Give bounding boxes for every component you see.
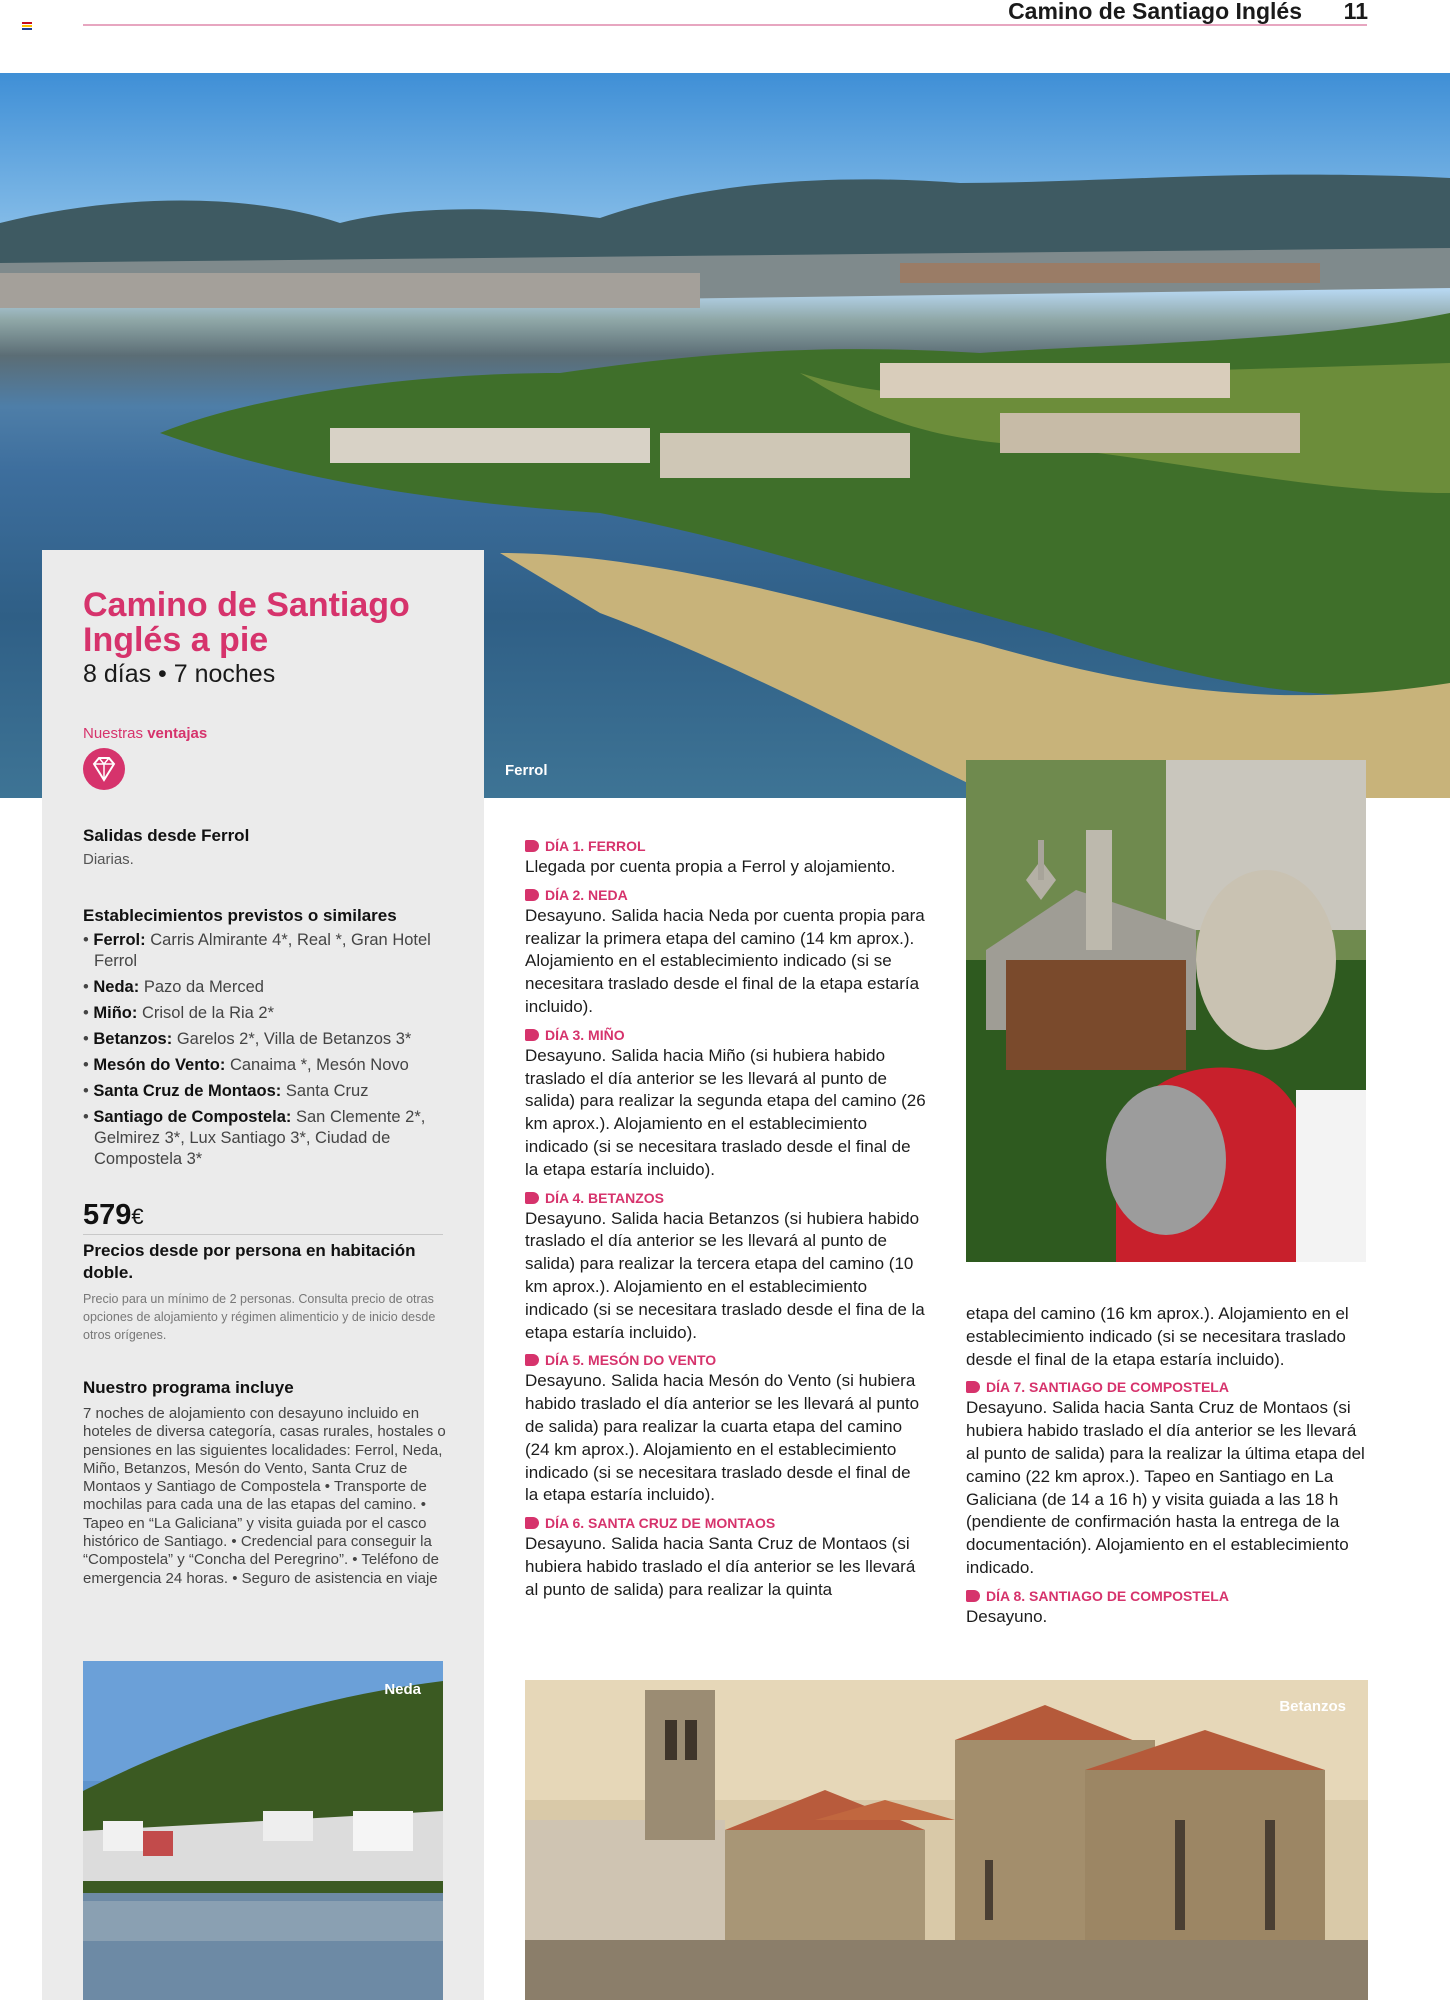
hotel-place: Betanzos:: [93, 1030, 173, 1048]
day-text: Desayuno. Salida hacia Miño (si hubiera habido traslado el día anterior se les llevará al punto de salida) para realizar la segunda etapa del camino (26 km aprox.). Alojamiento en el establecimiento indicado (si se necesitara traslado desde el final de la etapa estaría incluido).: [525, 1045, 926, 1179]
day-text: Desayuno. Salida hacia Santa Cruz de Montaos (si hubiera habido traslado el día anterior se les llevará al punto de salida) para la realizar la última etapa del camino (22 km aprox.). Tapeo en Santiago en La Galiciana (de 14 a 16 h) y visita guiada a las 18 h (pendiente de confirmación hasta la entrega de la documentación). Alojamiento en el establecimiento indicado.: [966, 1398, 1365, 1577]
day-block: [525, 1515, 927, 1601]
hotel-place: Miño:: [93, 1004, 138, 1022]
header-title: Camino de Santiago Inglés: [1008, 0, 1302, 24]
hotel-names: Crisol de la Ria 2*: [141, 1004, 275, 1022]
photo-hiker-chapel: [966, 760, 1366, 1262]
day-marker-icon: [525, 840, 539, 852]
day-block: [525, 1027, 927, 1182]
day-block: [525, 1190, 927, 1345]
program-label: Nuestro programa incluye: [83, 1378, 294, 1397]
day-marker-icon: [525, 1517, 539, 1529]
day-title: DÍA 1. FERROL: [545, 838, 646, 854]
day-text: Llegada por cuenta propia a Ferrol y alojamiento.: [525, 857, 896, 876]
day-block: [525, 887, 927, 1019]
hotel-names: Santa Cruz: [285, 1082, 369, 1100]
day-marker-icon: [525, 1192, 539, 1204]
photo-neda: [83, 1661, 443, 2000]
departures-label: Salidas desde Ferrol: [83, 826, 250, 845]
day-heading: [966, 1379, 1368, 1395]
hotels-label: Establecimientos previstos o similares: [83, 906, 397, 925]
price-note: Precio para un mínimo de 2 personas. Consulta precio de otras opciones de alojamiento y régimen alimenticio y de inicio desde otros orígenes.: [83, 1292, 436, 1342]
day-block: [525, 1352, 927, 1507]
day-block: [966, 1379, 1368, 1579]
day-title: DÍA 6. SANTA CRUZ DE MONTAOS: [545, 1515, 776, 1532]
day-marker-icon: [966, 1381, 980, 1393]
day-heading: [525, 1515, 927, 1531]
neda-caption: Neda: [384, 1681, 421, 1698]
hotel-item: • Miño: Crisol de la Ria 2*: [83, 1004, 275, 1022]
advantages-label: [83, 725, 207, 742]
price-divider: [83, 1234, 443, 1235]
day-title: DÍA 3. MIÑO: [545, 1026, 625, 1043]
betanzos-caption: Betanzos: [1279, 1698, 1346, 1715]
hotel-item: • Mesón do Vento: Canaima *, Mesón Novo: [83, 1056, 409, 1074]
day-title: DÍA 4. BETANZOS: [545, 1189, 665, 1206]
day-heading: [525, 1190, 927, 1206]
hotel-names: Garelos 2*, Villa de Betanzos 3*: [176, 1030, 412, 1048]
hotel-item: • Santiago de Compostela: San Clemente 2*, Gelmirez 3*, Lux Santiago 3*, Ciudad de Compostela 3*: [83, 1108, 426, 1168]
day-block: [525, 838, 927, 879]
day-text: Desayuno. Salida hacia Mesón do Vento (si hubiera habido traslado el día anterior se les llevará al punto de salida) para realizar la cuarta etapa del camino (24 km aprox.). Alojamiento en el establecimiento indicado (si se necesitara traslado desde el final de la etapa estaría incluido).: [525, 1371, 920, 1505]
day-marker-icon: [966, 1590, 980, 1602]
hotel-item: • Betanzos: Garelos 2*, Villa de Betanzos 3*: [83, 1030, 412, 1048]
page-number: 11: [1343, 0, 1368, 24]
price: [83, 1199, 144, 1232]
itinerary-column-2: [966, 1303, 1368, 1637]
page-title: Camino de Santiago Inglés a pie: [83, 586, 410, 659]
hotel-names: Carris Almirante 4*, Real *, Gran Hotel Ferrol: [94, 931, 431, 970]
hotel-item: • Neda: Pazo da Merced: [83, 978, 264, 996]
itinerary-column-1: [525, 838, 927, 1610]
hotel-place: Santa Cruz de Montaos:: [93, 1082, 282, 1100]
hotel-names: Pazo da Merced: [143, 978, 264, 996]
advantages-word: ventajas: [147, 725, 208, 742]
day-text: Desayuno. Salida hacia Santa Cruz de Montaos (si hubiera habido traslado el día anterior se les llevará al punto de salida) para realizar la quinta: [525, 1534, 916, 1599]
day-text: Desayuno.: [966, 1606, 1048, 1626]
hotel-place: Mesón do Vento:: [93, 1056, 226, 1074]
day-heading: [525, 1352, 927, 1368]
day-marker-icon: [525, 1029, 539, 1041]
hotel-place: Neda:: [93, 978, 140, 996]
program-text: 7 noches de alojamiento con desayuno incluido en hoteles de diversa categoría, casas rurales, hostales o pensiones en las siguientes localidades: Ferrol, Neda, Miño, Betanzos, Mesón do Vento, Santa Cruz de Montaos y Santiago de Compostela • Transporte de mochilas para cada una de las etapas del camino. • Tapeo en “La Galiciana” y visita guiada por el casco histórico de Santiago. • Credencial para conseguir la “Compostela” y “Concha del Peregrino”. • Teléfono de emergencia 24 horas. • Seguro de asistencia en viaje: [83, 1405, 446, 1587]
hotel-place: Santiago de Compostela:: [93, 1108, 292, 1126]
photo-betanzos: [525, 1680, 1368, 2000]
hotel-place: Ferrol:: [93, 931, 146, 949]
day-title: DÍA 5. MESÓN DO VENTO: [545, 1352, 717, 1369]
price-currency: €: [131, 1204, 144, 1229]
flag-icon: [22, 22, 32, 30]
hotels-list: [83, 930, 453, 1175]
hotel-names: Canaima *, Mesón Novo: [229, 1056, 409, 1074]
day-title: DÍA 2. NEDA: [545, 886, 628, 903]
price-value: 579: [83, 1199, 132, 1231]
day-marker-icon: [525, 889, 539, 901]
price-description: Precios desde por persona en habitación doble.: [83, 1241, 416, 1282]
day-heading: [525, 887, 927, 903]
hotel-item: • Ferrol: Carris Almirante 4*, Real *, Gran Hotel Ferrol: [83, 931, 431, 970]
duration: 8 días • 7 noches: [83, 660, 276, 688]
day-title: DÍA 8. SANTIAGO DE COMPOSTELA: [986, 1587, 1229, 1604]
day-heading: [525, 838, 927, 854]
day-text: Desayuno. Salida hacia Betanzos (si hubiera habido traslado el día anterior se les llevará al punto de salida) para realizar la tercera etapa del camino (10 km aprox.). Alojamiento en el establecimiento indicado (si se necesitara traslado desde el fina de la etapa estaría incluido).: [525, 1208, 925, 1342]
day-marker-icon: [525, 1354, 539, 1366]
day-text: Desayuno. Salida hacia Neda por cuenta propia para realizar la primera etapa del camino (14 km aprox.). Alojamiento en el establecimiento indicado (si se necesitara traslado desde el final de la etapa estaría incluido).: [525, 905, 925, 1016]
day-heading: [966, 1588, 1368, 1604]
hero-caption: Ferrol: [505, 762, 548, 779]
hotel-item: • Santa Cruz de Montaos: Santa Cruz: [83, 1082, 369, 1100]
day-block: [966, 1588, 1368, 1629]
hotel-names: San Clemente 2*, Gelmirez 3*, Lux Santiago 3*, Ciudad de Compostela 3*: [94, 1108, 426, 1168]
diamond-icon: [83, 748, 125, 790]
day-title: DÍA 7. SANTIAGO DE COMPOSTELA: [986, 1379, 1229, 1396]
departures-value: Diarias.: [83, 851, 134, 868]
day-6-continued: etapa del camino (16 km aprox.). Alojamiento en el establecimiento indicado (si se necesitara traslado desde el final de la etapa estaría incluido).: [966, 1304, 1349, 1369]
day-heading: [525, 1027, 927, 1043]
advantages-prefix: Nuestras: [83, 725, 144, 742]
